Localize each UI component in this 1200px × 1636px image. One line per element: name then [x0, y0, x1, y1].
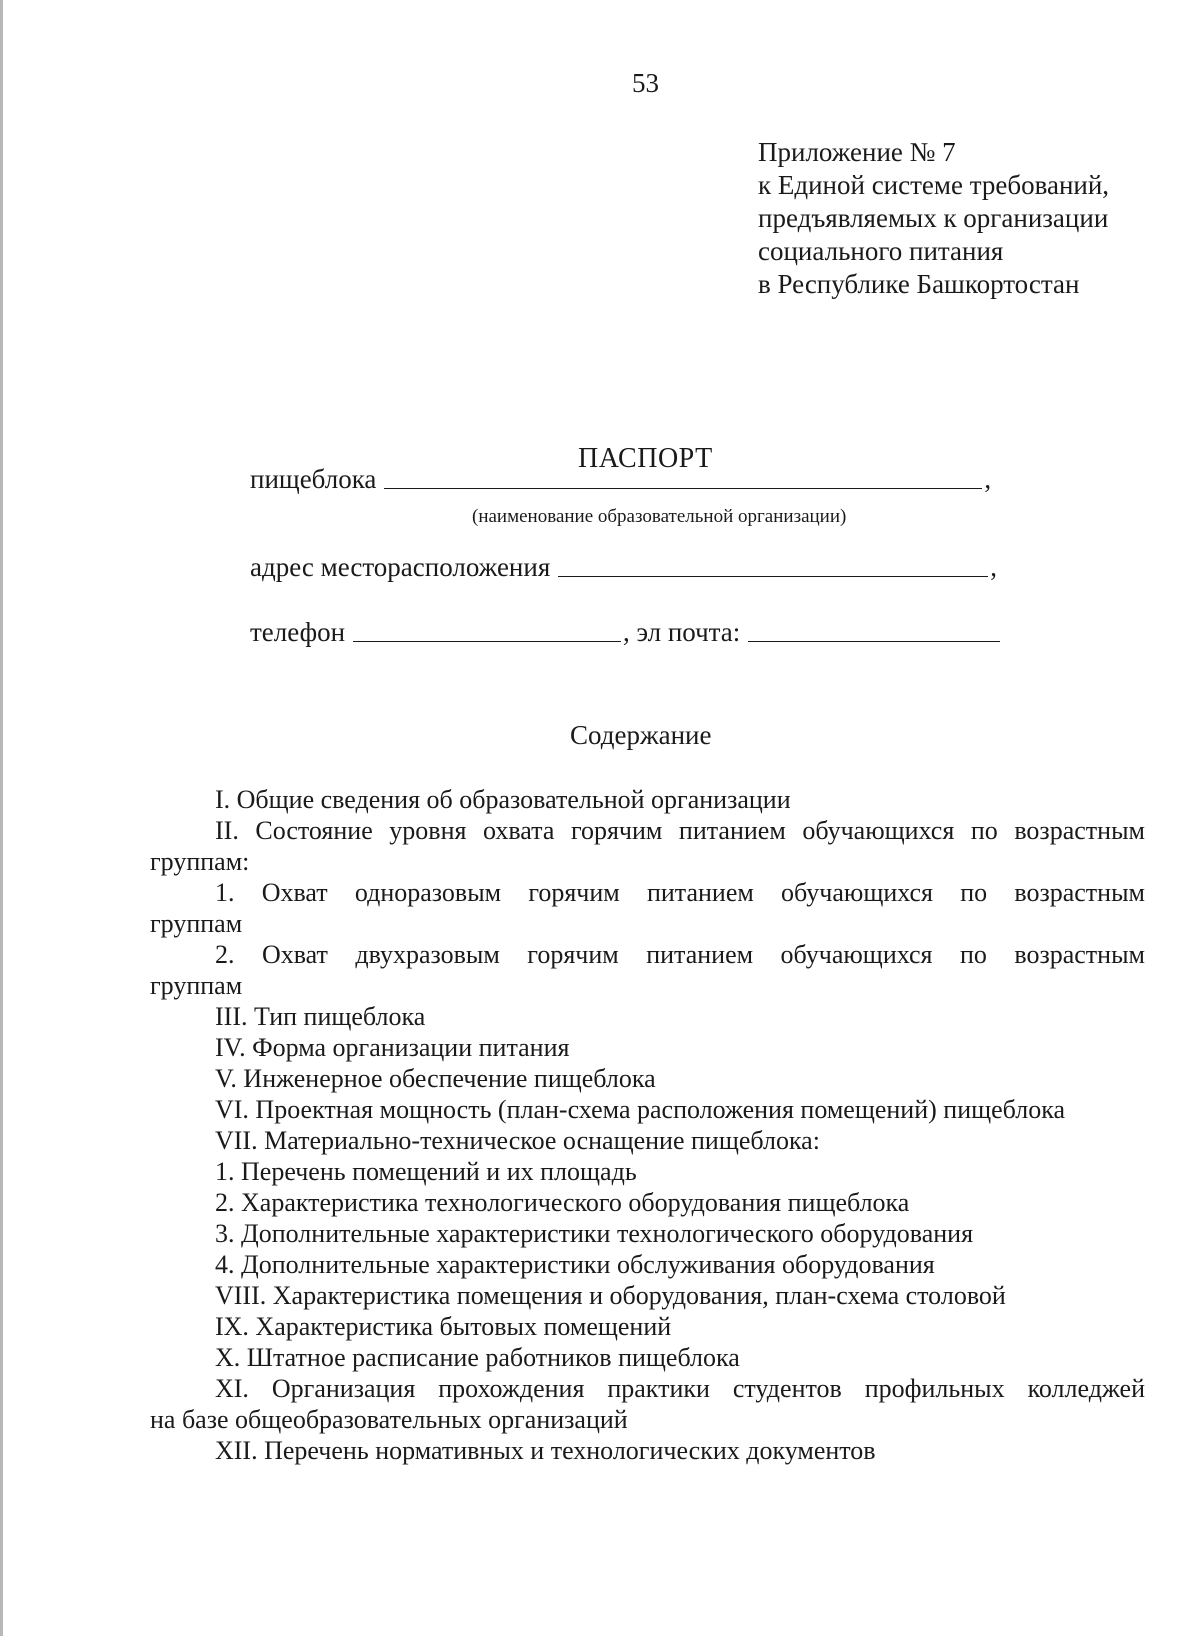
appendix-line: в Республике Башкортостан — [758, 269, 1080, 299]
appendix-line: предъявляемых к организации — [758, 203, 1109, 233]
appendix-line: социального питания — [758, 236, 1004, 266]
contents-item: группам — [150, 971, 243, 1000]
contents-item: I. Общие сведения об образовательной организации — [215, 785, 791, 814]
contents-item: VI. Проектная мощность (план-схема расположения помещений) пищеблока — [215, 1095, 1066, 1124]
contents-item: V. Инженерное обеспечение пищеблока — [215, 1064, 656, 1093]
pishcheblok-field — [250, 462, 991, 495]
contents-item: группам — [150, 909, 243, 938]
field-comma: , — [984, 464, 992, 494]
phone-blank — [353, 615, 621, 642]
page-edge — [0, 0, 3, 1636]
contents-item: группам: — [150, 847, 250, 876]
contents-item: II. Состояние уровня охвата горячим питанием обучающихся по возрастным — [215, 816, 1145, 845]
contents-item: IX. Характеристика бытовых помещений — [215, 1312, 672, 1341]
appendix-header — [758, 136, 1109, 301]
field-comma: , — [990, 552, 997, 582]
document-title: ПАСПОРТ — [578, 443, 713, 474]
address-blank — [558, 550, 988, 577]
page-number: 53 — [632, 68, 659, 98]
address-field — [250, 550, 997, 583]
contents-item: XII. Перечень нормативных и технологических документов — [215, 1436, 876, 1465]
email-label: , эл почта: — [623, 617, 741, 647]
contents-item: XI. Организация прохождения практики студентов профильных колледжей — [215, 1374, 1145, 1403]
contents-item: VIII. Характеристика помещения и оборудования, план-схема столовой — [215, 1281, 1006, 1310]
contents-item: 2. Охват двухразовым горячим питанием обучающихся по возрастным — [215, 940, 1145, 969]
contents-item: 1. Охват одноразовым горячим питанием обучающихся по возрастным — [215, 878, 1145, 907]
contents-item: 2. Характеристика технологического оборудования пищеблока — [215, 1188, 910, 1217]
phone-label: телефон — [250, 617, 346, 647]
pishcheblok-blank — [384, 462, 982, 489]
address-label: адрес месторасположения — [250, 552, 551, 582]
contents-item: VII. Материально-техническое оснащение пищеблока: — [215, 1126, 820, 1155]
appendix-line: Приложение № 7 — [758, 137, 956, 167]
appendix-line: к Единой системе требований, — [758, 170, 1110, 200]
contacts-field — [250, 615, 1002, 648]
pishcheblok-label: пищеблока — [250, 464, 377, 494]
contents-item: IV. Форма организации питания — [215, 1033, 570, 1062]
pishcheblok-hint: (наименование образовательной организации) — [472, 506, 847, 527]
contents-item: 3. Дополнительные характеристики технологического оборудования — [215, 1219, 974, 1248]
contents-item: 1. Перечень помещений и их площадь — [215, 1157, 637, 1186]
contents-item: на базе общеобразовательных организаций — [150, 1405, 628, 1434]
contents-item: III. Тип пищеблока — [215, 1002, 426, 1031]
contents-item: 4. Дополнительные характеристики обслуживания оборудования — [215, 1250, 935, 1279]
contents-item: X. Штатное расписание работников пищеблока — [215, 1343, 740, 1372]
contents-title: Содержание — [570, 720, 712, 750]
email-blank — [748, 615, 1000, 642]
